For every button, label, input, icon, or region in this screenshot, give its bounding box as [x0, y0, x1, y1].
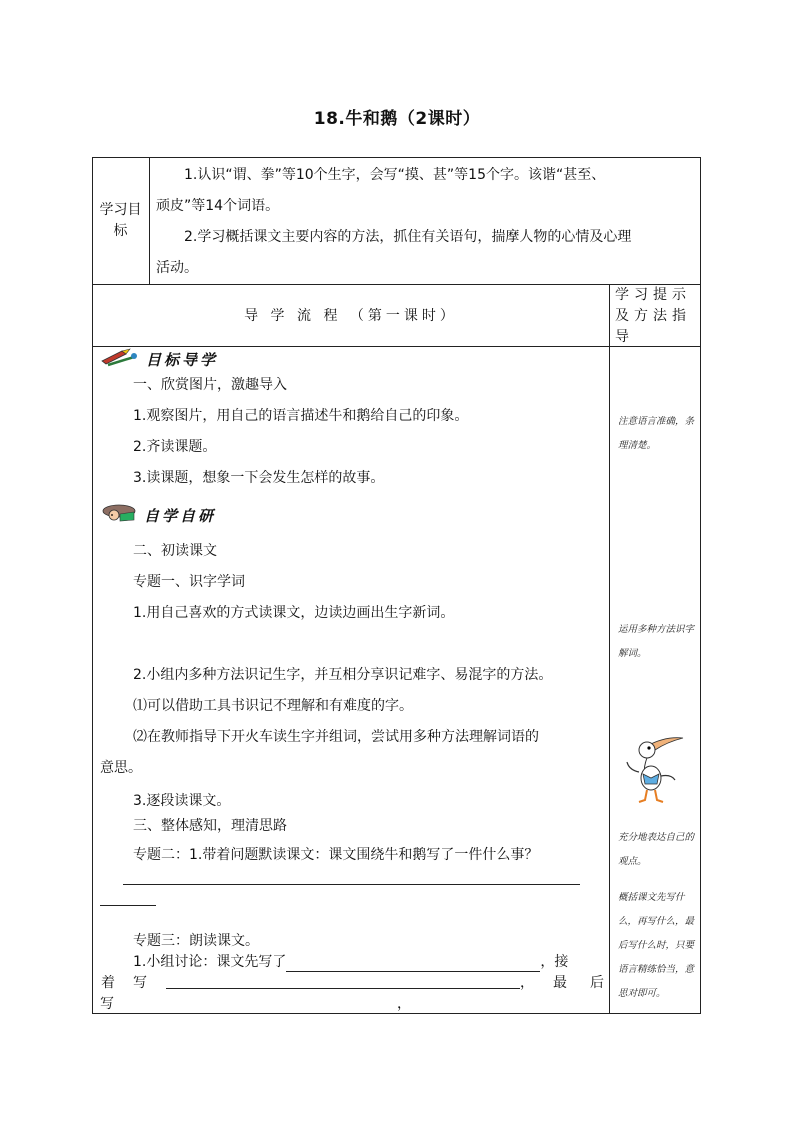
col-divider [609, 284, 610, 1014]
goal-guide-badge [100, 347, 218, 371]
section-3-item-2-a: 着 [101, 975, 115, 991]
fill-blank[interactable] [286, 956, 540, 972]
section-3-item-3-end: ， [397, 996, 411, 1012]
badge-goal-guide-text: 目标导学 [146, 350, 219, 369]
section-2-item-1: 1.用自己喜欢的方式读课文，边读边画出生字新词。 [133, 605, 455, 621]
section-3-item-3 [100, 994, 411, 1014]
answer-line [100, 905, 156, 906]
section-3-item-3-text: 写 [100, 996, 114, 1012]
tip-note-1: 注意语言准确，条理清楚。 [618, 416, 695, 451]
goals-label: 学习目标 [99, 202, 142, 239]
section-3-item-2-b: 写 [133, 975, 147, 991]
tip-note-2: 运用多种方法识字解词。 [618, 624, 695, 659]
section-2-topic: 专题一、识字学词 [133, 574, 245, 590]
section-3-item-1 [133, 952, 568, 972]
page-title: 18.牛和鹅（2课时） [313, 109, 481, 129]
cartoon-crane-icon [617, 732, 689, 804]
badge-self-study-text: 自学自研 [144, 506, 217, 525]
section-3-item-2-d: 最 [553, 975, 567, 991]
tip-note-3: 充分地表达自己的观点。 [618, 832, 695, 867]
fill-blank[interactable] [114, 998, 397, 1014]
section-2-item-2b: ⑵在教师指导下开火车读生字并组词，尝试用多种方法理解词语的 [133, 729, 539, 745]
tips-header: 学习提示及方法指导 [615, 287, 691, 345]
section-3-title: 三、整体感知，理清思路 [133, 818, 287, 834]
section-3-item-1-end: ，接 [540, 954, 569, 970]
goal-line-4: 活动。 [156, 260, 198, 276]
section-1-item-3: 3.读课题，想象一下会发生怎样的故事。 [133, 470, 385, 486]
goal-line-3: 2.学习概括课文主要内容的方法，抓住有关语句，揣摩人物的心情及心理 [184, 229, 632, 245]
goal-line-1: 1.认识“谓、拳”等10个生字，会写“摸、甚”等15个字。该谐“甚至、 [184, 167, 606, 183]
fill-blank[interactable] [166, 973, 520, 989]
section-1-title: 一、欣赏图片，激趣导入 [133, 377, 287, 393]
section-1-item-2: 2.齐读课题。 [133, 439, 217, 455]
section-3-topic-3: 专题三：朗读课文。 [133, 933, 259, 949]
section-3-item-2-e: 后 [590, 975, 604, 991]
tip-note-4: 概括课文先写什么，再写什么，最后写什么时，只要语言精练恰当，意思对即可。 [618, 892, 695, 999]
section-3-item-1-text: 1.小组讨论：课文先写了 [133, 954, 287, 970]
book-reader-icon [100, 502, 138, 528]
section-3-item-2-c: ， [520, 975, 534, 991]
pencil-brush-icon [100, 347, 140, 371]
section-3-topic-2: 专题二：1.带着问题默读课文：课文围绕牛和鹅写了一件什么事？ [133, 847, 539, 863]
self-study-badge [100, 502, 216, 528]
col-divider [149, 157, 150, 284]
answer-line [123, 884, 580, 885]
section-1-item-1: 1.观察图片，用自己的语言描述牛和鹅给自己的印象。 [133, 408, 469, 424]
goal-line-2: 顽皮”等14个词语。 [156, 198, 280, 214]
section-2-title: 二、初读课文 [133, 543, 217, 559]
flow-header: 导 学 流 程 （第一课时） [244, 308, 458, 324]
section-2-item-3: 3.逐段读课文。 [133, 793, 231, 809]
section-2-item-2b-cont: 意思。 [100, 760, 142, 776]
section-2-item-2a: ⑴可以借助工具书识记不理解和有难度的字。 [133, 698, 413, 714]
section-2-item-2: 2.小组内多种方法识记生字，并互相分享识记难字、易混字的方法。 [133, 667, 553, 683]
